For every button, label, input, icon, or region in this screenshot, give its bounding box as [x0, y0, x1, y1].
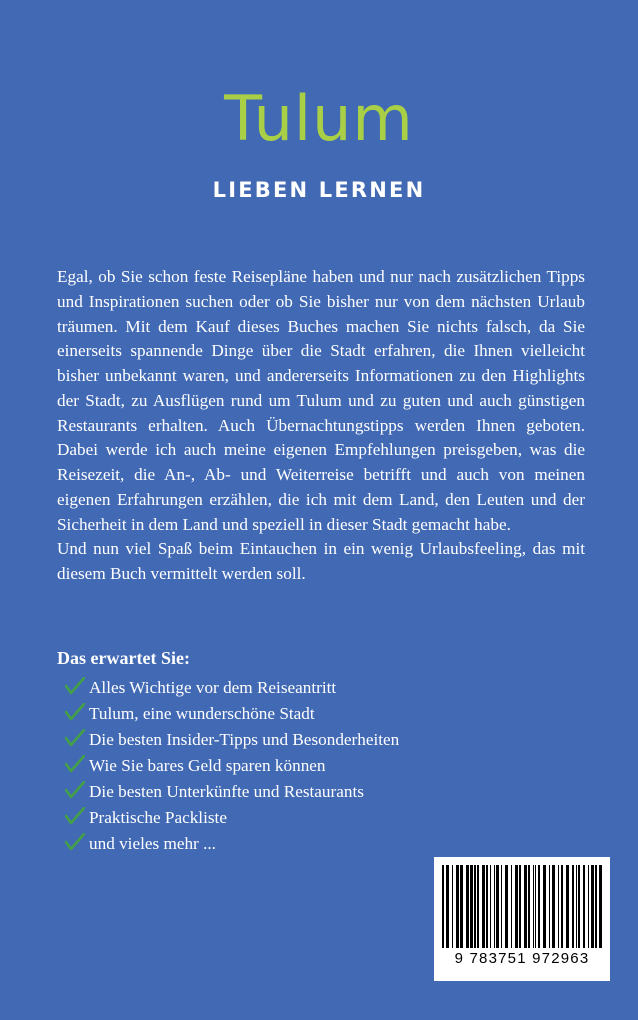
check-icon [65, 807, 85, 825]
expect-list [57, 675, 585, 857]
list-item-label: Tulum, eine wunderschöne Stadt [89, 703, 315, 723]
list-item [65, 753, 585, 779]
list-item-label: und vieles mehr ... [89, 833, 216, 853]
list-item [65, 701, 585, 727]
blurb-text [57, 265, 585, 587]
barcode-icon [442, 865, 602, 948]
barcode [434, 857, 610, 981]
list-item-label: Praktische Packliste [89, 807, 227, 827]
check-icon [65, 755, 85, 773]
list-item-label: Wie Sie bares Geld sparen können [89, 755, 326, 775]
list-item [65, 805, 585, 831]
list-item-label: Die besten Unterkünfte und Restaurants [89, 781, 364, 801]
book-subtitle: LIEBEN LERNEN [212, 178, 426, 202]
barcode-digits: 9 783751 972963 [454, 950, 590, 967]
check-icon [65, 677, 85, 695]
check-icon [65, 729, 85, 747]
check-icon [65, 703, 85, 721]
list-item [65, 675, 585, 701]
list-item [65, 779, 585, 805]
list-item [65, 727, 585, 753]
expect-heading: Das erwartet Sie: [57, 648, 190, 668]
list-item-label: Alles Wichtige vor dem Reiseantritt [89, 678, 337, 697]
list-item-label: Die besten Insider-Tipps und Besonderheiten [89, 729, 400, 749]
expect-section [57, 648, 585, 857]
blurb-paragraph: Und nun viel Spaß beim Eintauchen in ein wenig Urlaubsfeeling, das mit diesem Buch vermittelt werden soll. [57, 539, 585, 584]
blurb-paragraph: Egal, ob Sie schon feste Reisepläne haben und nur nach zusätzlichen Tipps und Inspirationen suchen oder ob Sie bisher nur von dem nächsten Urlaub träumen. Mit dem Kauf dieses Buches machen Sie nichts falsch, da Sie einerseits spannende Dinge über die Stadt erfahren, die Ihnen vielleicht bisher unbekannt waren, und andererseits Informationen zu den Highlights der Stadt, zu Ausflügen rund um Tulum und zu guten und auch günstigen Restaurants erhalten. Auch Übernachtungstipps werden Ihnen geboten. Dabei werde ich auch meine eigenen Empfehlungen preisgeben, was die Reisezeit, die An-, Ab- und Weiterreise betrifft und auch von meinen eigenen Erfahrungen erzählen, die ich mit dem Land, den Leuten und der Sicherheit in dem Land und speziell in dieser Stadt gemacht habe. [57, 267, 585, 534]
check-icon [65, 781, 85, 799]
list-item [65, 831, 585, 857]
check-icon [65, 833, 85, 851]
book-title: Tulum [224, 82, 414, 155]
